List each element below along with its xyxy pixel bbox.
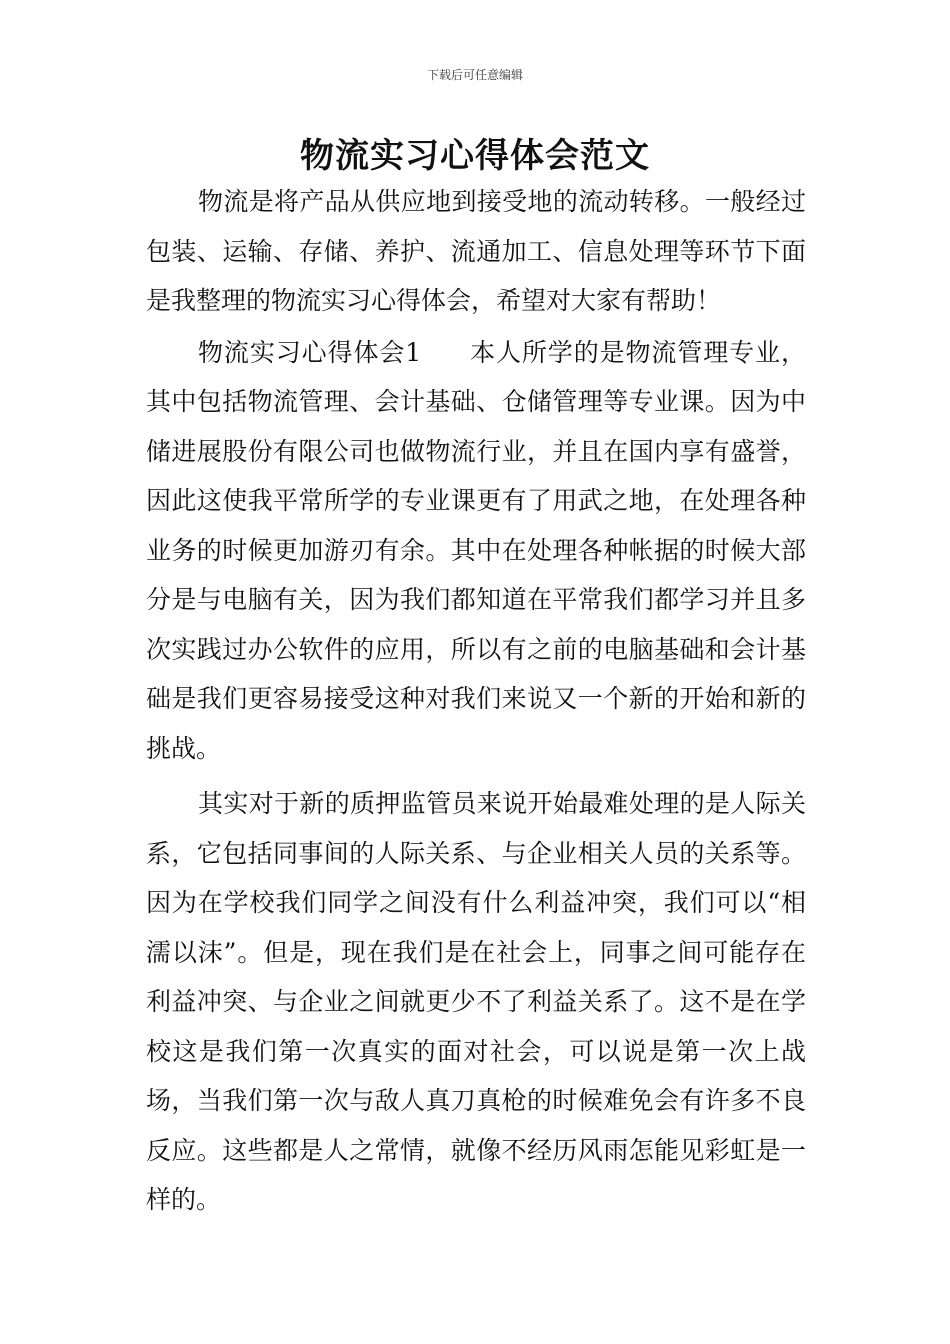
- relations-paragraph: 其实对于新的质押监管员来说开始最难处理的是人际关系，它包括同事间的人际关系、与企业相关人员的关系等。因为在学校我们同学之间没有什么利益冲突，我们可以“相濡以沫”。但是，现在我们是在社会上，同事之间可能存在利益冲突、与企业之间就更少不了利益关系了。这不是在学校这是我们第一次真实的面对社会，可以说是第一次上战场，当我们第一次与敌人真刀真枪的时候难免会有许多不良反应。这些都是人之常情，就像不经历风雨怎能见彩虹是一样的。: [146, 789, 806, 1214]
- document-body: [146, 177, 806, 1225]
- document-title: 物流实习心得体会范文: [300, 136, 650, 176]
- section1-paragraph: [146, 328, 806, 774]
- section1-heading: 物流实习心得体会1: [198, 337, 422, 367]
- intro-paragraph: 物流是将产品从供应地到接受地的流动转移。一般经过包装、运输、存储、养护、流通加工、信息处理等环节下面是我整理的物流实习心得体会，希望对大家有帮助！: [146, 187, 806, 315]
- section1-body: 本人所学的是物流管理专业，其中包括物流管理、会计基础、仓储管理等专业课。因为中储进展股份有限公司也做物流行业，并且在国内享有盛誉，因此这使我平常所学的专业课更有了用武之地，在处理各种业务的时候更加游刃有余。其中在处理各种帐据的时候大部分是与电脑有关，因为我们都知道在平常我们都学习并且多次实践过办公软件的应用，所以有之前的电脑基础和会计基础是我们更容易接受这种对我们来说又一个新的开始和新的挑战。: [146, 337, 806, 763]
- header-note: 下载后可任意编辑: [426, 68, 523, 82]
